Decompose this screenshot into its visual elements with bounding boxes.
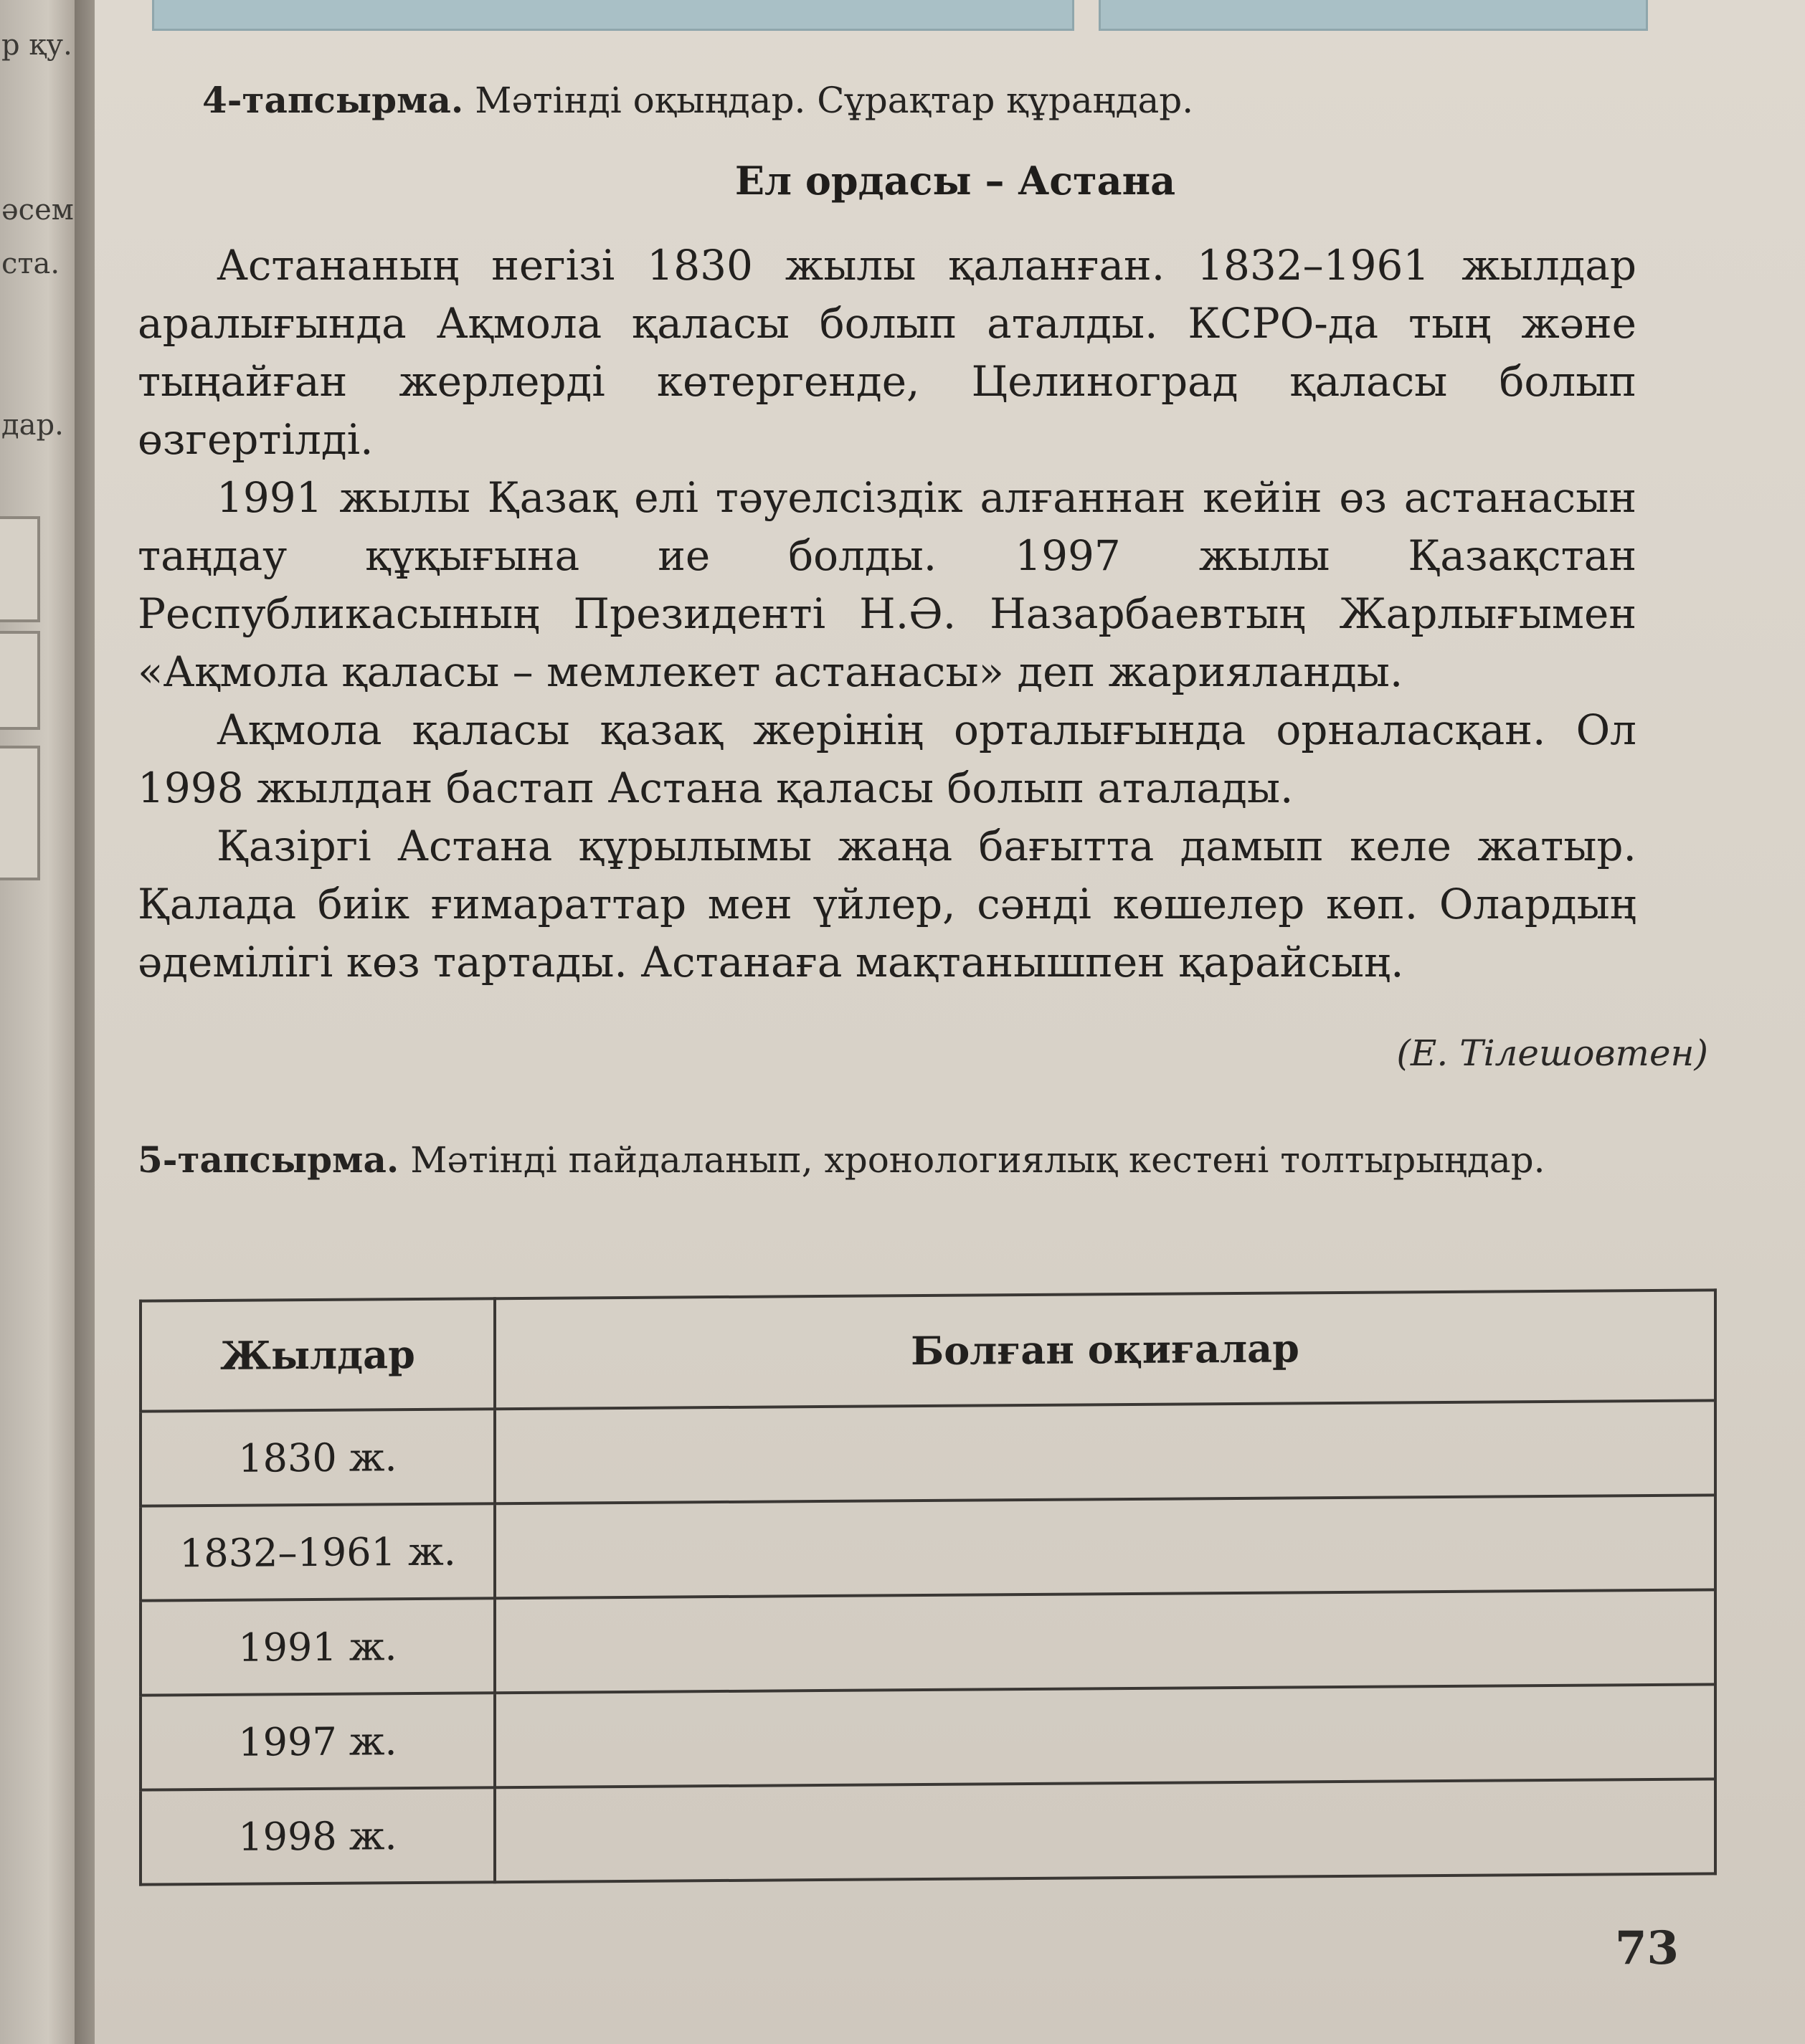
main-text bbox=[138, 237, 1636, 992]
task4-instruction: Мәтінді оқыңдар. Сұрақтар құраңдар. bbox=[475, 80, 1194, 121]
task5-number: 5-тапсырма. bbox=[138, 1139, 399, 1181]
year-cell: 1830 ж. bbox=[141, 1409, 495, 1506]
header-events: Болған оқиғалар bbox=[495, 1290, 1715, 1409]
paragraph: Астананың негізі 1830 жылы қаланған. 1832–1961 жылдар аралығында Ақмола қаласы болып аталды. КСРО-да тың және тыңайған жерлерді көтергенде, Целиноград қаласы болып өзгертілді. bbox=[138, 241, 1636, 464]
year-cell: 1998 ж. bbox=[141, 1787, 495, 1884]
paragraph: 1991 жылы Қазақ елі тәуелсіздік алғаннан кейін өз астанасын таңдау құқығына ие болды. 1997 жылы Қазақстан Республикасының Президенті Н.Ә. Назарбаевтың Жарлығымен «Ақмола қаласы – мемлекет астанасы» деп жарияланды. bbox=[138, 473, 1636, 696]
table-row bbox=[141, 1589, 1715, 1695]
top-illustration-box-left bbox=[152, 0, 1074, 31]
task4-heading bbox=[202, 79, 1193, 121]
previous-page-edge bbox=[0, 0, 80, 2044]
textbook-page bbox=[95, 0, 1805, 2044]
header-years: Жылдар bbox=[141, 1298, 495, 1411]
event-cell[interactable] bbox=[495, 1400, 1715, 1503]
text-title: Ел ордасы – Астана bbox=[734, 158, 1176, 204]
table-row bbox=[141, 1684, 1715, 1789]
left-page-fragment: ста. bbox=[1, 247, 60, 280]
event-cell[interactable] bbox=[495, 1495, 1715, 1598]
table-row bbox=[141, 1779, 1715, 1884]
event-cell[interactable] bbox=[495, 1779, 1715, 1882]
year-cell: 1997 ж. bbox=[141, 1693, 495, 1789]
text-source: (Е. Тілешовтен) bbox=[1396, 1032, 1708, 1074]
paragraph: Қазіргі Астана құрылымы жаңа бағытта дамып келе жатыр. Қалада биік ғимараттар мен үйлер, сәнді көшелер көп. Олардың әдемілігі көз тартады. Астанаға мақтанышпен қарайсың. bbox=[138, 822, 1636, 987]
page-number: 73 bbox=[1615, 1921, 1680, 1975]
chronology-table bbox=[139, 1288, 1717, 1886]
top-illustration-box-right bbox=[1099, 0, 1648, 31]
left-page-box bbox=[0, 631, 40, 730]
left-page-fragment: р қу. bbox=[1, 29, 72, 62]
event-cell[interactable] bbox=[495, 1589, 1715, 1693]
event-cell[interactable] bbox=[495, 1684, 1715, 1787]
year-cell: 1832–1961 ж. bbox=[141, 1503, 495, 1600]
task4-number: 4-тапсырма. bbox=[202, 79, 464, 121]
left-page-box bbox=[0, 746, 40, 880]
left-page-fragment: дар. bbox=[1, 409, 64, 442]
task5-heading bbox=[138, 1133, 1629, 1187]
paragraph: Ақмола қаласы қазақ жерінің орталығында орналасқан. Ол 1998 жылдан бастап Астана қаласы болып аталады. bbox=[138, 705, 1636, 812]
table-header-row bbox=[141, 1290, 1715, 1411]
left-page-fragment: әсем bbox=[1, 194, 74, 227]
year-cell: 1991 ж. bbox=[141, 1598, 495, 1695]
table-row bbox=[141, 1495, 1715, 1600]
task5-instruction: Мәтінді пайдаланып, хронологиялық кестені толтырыңдар. bbox=[410, 1139, 1545, 1181]
left-page-box bbox=[0, 516, 40, 622]
table-row bbox=[141, 1400, 1715, 1506]
